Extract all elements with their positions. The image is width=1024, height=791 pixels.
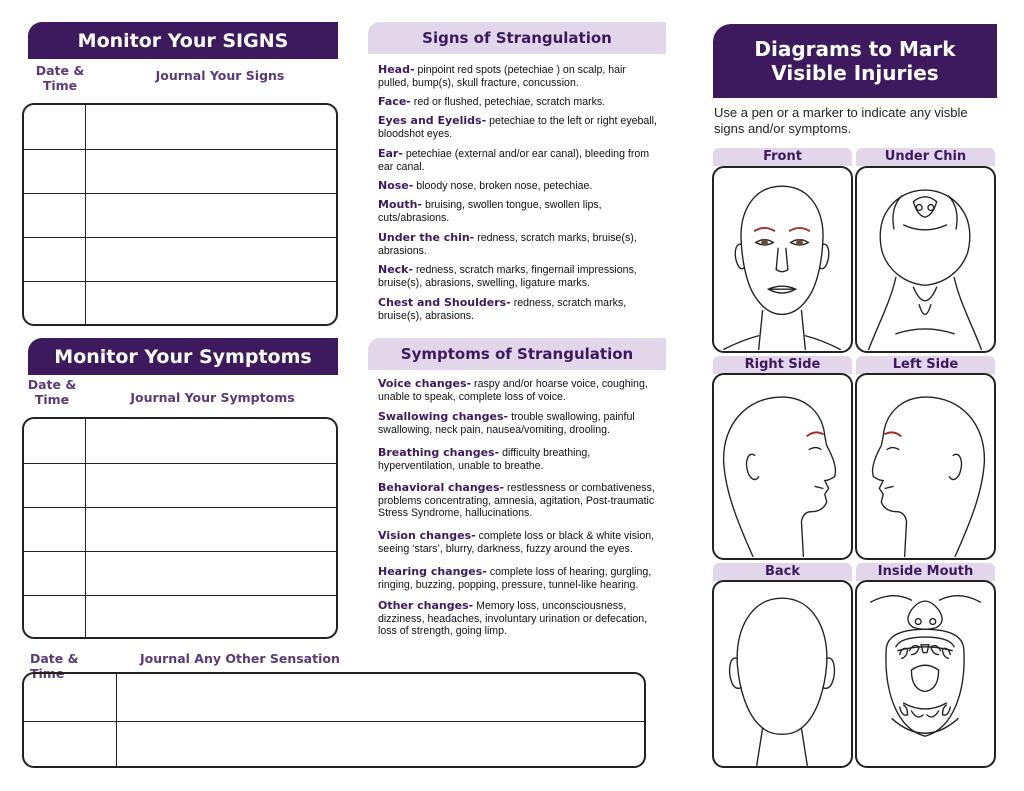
list-item: Neck- redness, scratch marks, fingernail impressions, bruise(s), abrasions, swelling, ligature marks. (378, 263, 637, 289)
list-item: Hearing changes- complete loss of hearing, gurgling, ringing, buzzing, popping, pressure, tunnel-like hearing. (378, 565, 652, 591)
signs-of-strangulation-title: Signs of Strangulation (422, 29, 612, 47)
list-item: Chest and Shoulders- redness, scratch marks, bruise(s), abrasions. (378, 296, 627, 322)
head-outline (741, 186, 823, 314)
list-item: Ear- petechiae (external and/or ear canal), bleeding from ear canal. (378, 147, 650, 173)
diagrams-instructions: Use a pen or a marker to indicate any visble signs and/or symptoms. (714, 105, 968, 136)
symptoms-journal-title: Monitor Your Symptoms (54, 345, 312, 368)
signs-journal-table[interactable] (22, 103, 338, 326)
head-profile-outline (724, 397, 836, 556)
other-journal-label: Journal Any Other Sensation (140, 651, 340, 666)
symptoms-of-strangulation-title: Symptoms of Strangulation (400, 345, 634, 363)
head-profile-outline (873, 397, 985, 556)
symptoms-journal-header (28, 338, 338, 375)
tab-right-side: Right Side (713, 356, 852, 374)
left-side-diagram[interactable] (855, 373, 996, 560)
list-item: Swallowing changes- trouble swallowing, painful swallowing, neck pain, nausea/vomiting, drooling. (378, 410, 635, 436)
tab-back: Back (713, 563, 852, 581)
front-face-diagram[interactable] (712, 166, 853, 353)
signs-journal-title: Monitor Your SIGNS (77, 29, 289, 52)
under-chin-diagram[interactable] (855, 166, 996, 353)
list-item: Vision changes- complete loss or black & white vision, seeing ‘stars’, blurry, darkness, fuzzy around the eyes. (378, 529, 655, 555)
tab-under-chin: Under Chin (856, 148, 995, 166)
right-side-diagram[interactable] (712, 373, 853, 560)
diagrams-title: Diagrams to Mark Visible Injuries (754, 37, 956, 85)
list-item: Mouth- bruising, swollen tongue, swollen lips, cuts/abrasions. (378, 198, 602, 224)
list-item: Breathing changes- difficulty breathing, hyperventilation, unable to breathe. (378, 446, 591, 472)
list-item: Head- pinpoint red spots (petechiae ) on scalp, hair pulled, bump(s), skull fracture, concussion. (378, 63, 626, 89)
list-item: Behavioral changes- restlessness or combativeness, problems concentrating, amnesia, agitation, Post-traumatic Stress Syndrome, hallucinations. (378, 481, 655, 519)
signs-journal-header (28, 22, 338, 59)
list-item: Eyes and Eyelids- petechiae to the left or right eyeball, bloodshot eyes. (378, 114, 657, 140)
tab-inside-mouth: Inside Mouth (856, 563, 995, 581)
symptoms-of-strangulation-header (368, 338, 666, 370)
tab-left-side: Left Side (856, 356, 995, 374)
other-sensation-table[interactable] (22, 672, 646, 768)
other-date-label: Date & Time (30, 651, 79, 681)
signs-of-strangulation-header (368, 22, 666, 54)
signs-list (378, 64, 660, 328)
list-item: Nose- bloody nose, broken nose, petechiae. (378, 179, 593, 192)
symptoms-list (378, 378, 660, 640)
signs-journal-label: Journal Your Signs (155, 68, 285, 83)
list-item: Face- red or flushed, petechiae, scratch marks. (378, 95, 606, 108)
list-item: Voice changes- raspy and/or hoarse voice, coughing, unable to speak, complete loss of voice. (378, 377, 648, 403)
list-item: Under the chin- redness, scratch marks, bruise(s), abrasions. (378, 231, 637, 257)
inside-mouth-diagram[interactable] (855, 580, 996, 768)
back-head-diagram[interactable] (712, 580, 853, 768)
signs-date-label: Date & Time (35, 63, 85, 93)
symptoms-journal-table[interactable] (22, 417, 338, 639)
diagrams-header (713, 24, 997, 98)
back-head-outline (737, 598, 827, 734)
symptoms-journal-label: Journal Your Symptoms (130, 390, 295, 405)
tab-front: Front (713, 148, 852, 166)
list-item: Other changes- Memory loss, unconsciousness, dizziness, headaches, involuntary urination or defecation, loss of strength, going limp. (378, 599, 648, 637)
jaw-outline (880, 190, 970, 285)
symptoms-date-label: Date & Time (27, 377, 77, 407)
